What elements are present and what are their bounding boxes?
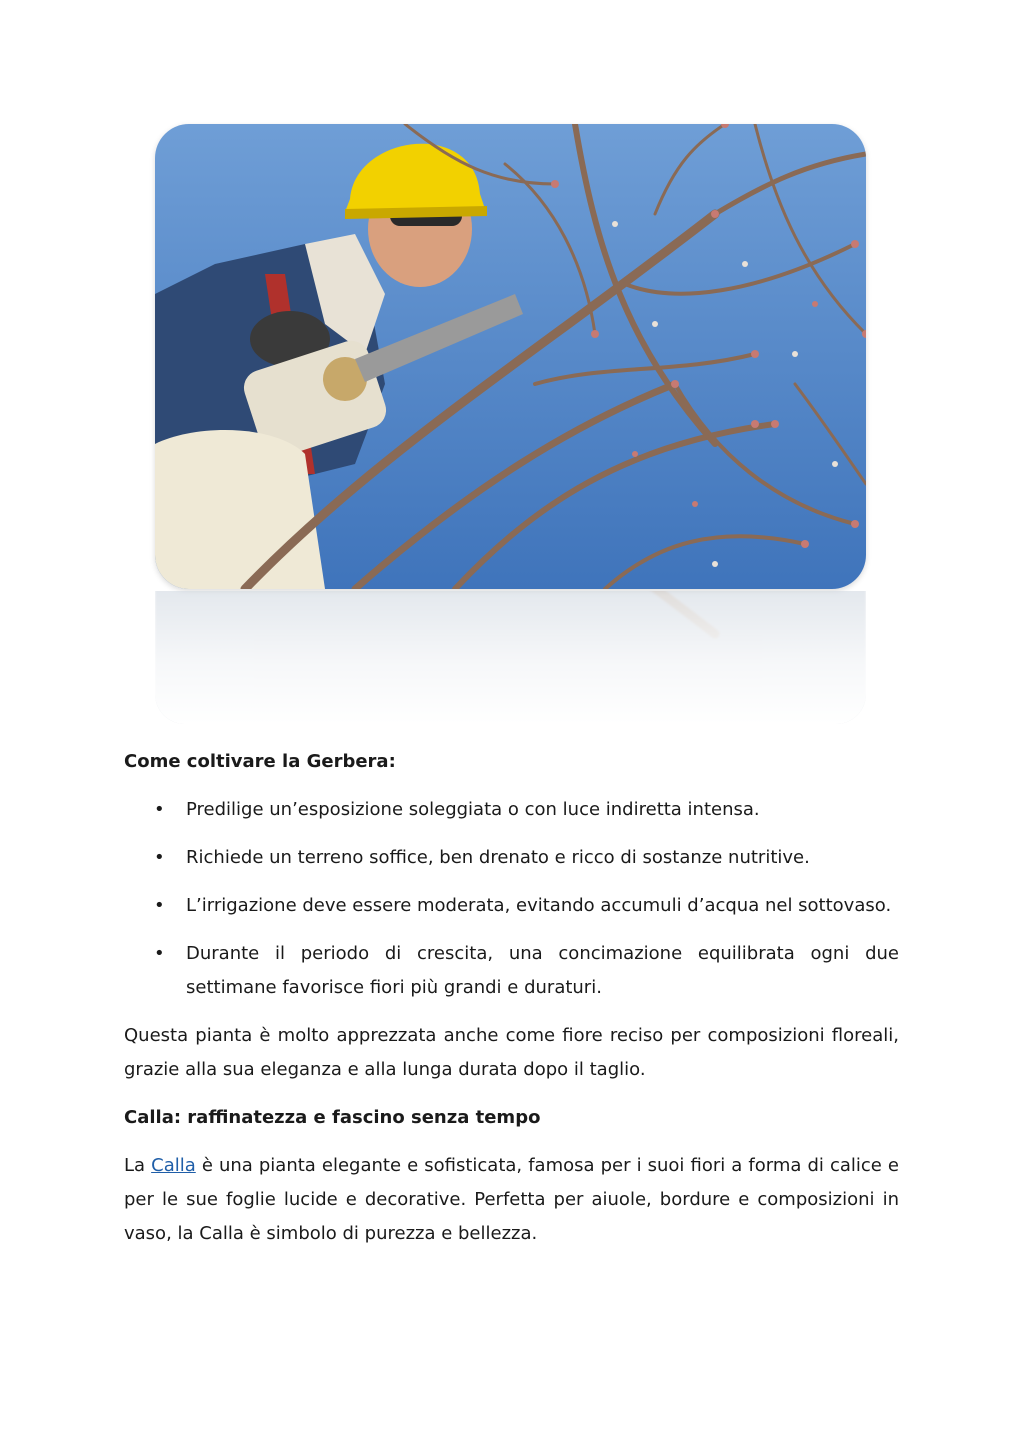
list-item: • Durante il periodo di crescita, una concimazione equilibrata ogni due settimane favorisce fiori più grandi e duraturi.: [124, 937, 899, 1005]
calla-intro-text: è una pianta elegante e sofisticata, famosa per i suoi fiori a forma di calice e per le sue foglie lucide e decorative. Perfetta per aiuole, bordure e composizioni in vaso, la Calla è simbolo di purezza e bellezza.: [124, 1155, 899, 1244]
calla-intro-prefix: La: [124, 1155, 152, 1176]
gerbera-paragraph: Questa pianta è molto apprezzata anche come fiore reciso per composizioni floreali, grazie alla sua eleganza e alla lunga durata dopo il taglio.: [124, 1025, 899, 1080]
list-item: • Predilige un’esposizione soleggiata o con luce indiretta intensa.: [124, 793, 899, 827]
featured-photo: [155, 124, 866, 724]
article-body: [124, 745, 899, 1265]
calla-heading: Calla: raffinatezza e fascino senza tempo: [124, 1107, 541, 1128]
photo-reflection: [155, 591, 866, 724]
gerbera-care-list: [124, 793, 899, 1005]
calla-paragraph: [124, 1149, 899, 1251]
gerbera-heading: Come coltivare la Gerbera:: [124, 751, 396, 772]
calla-link[interactable]: Calla: [151, 1155, 196, 1176]
arborist-photo: [155, 124, 866, 589]
list-item: • L’irrigazione deve essere moderata, evitando accumuli d’acqua nel sottovaso.: [124, 889, 899, 923]
list-item: • Richiede un terreno soffice, ben drenato e ricco di sostanze nutritive.: [124, 841, 899, 875]
